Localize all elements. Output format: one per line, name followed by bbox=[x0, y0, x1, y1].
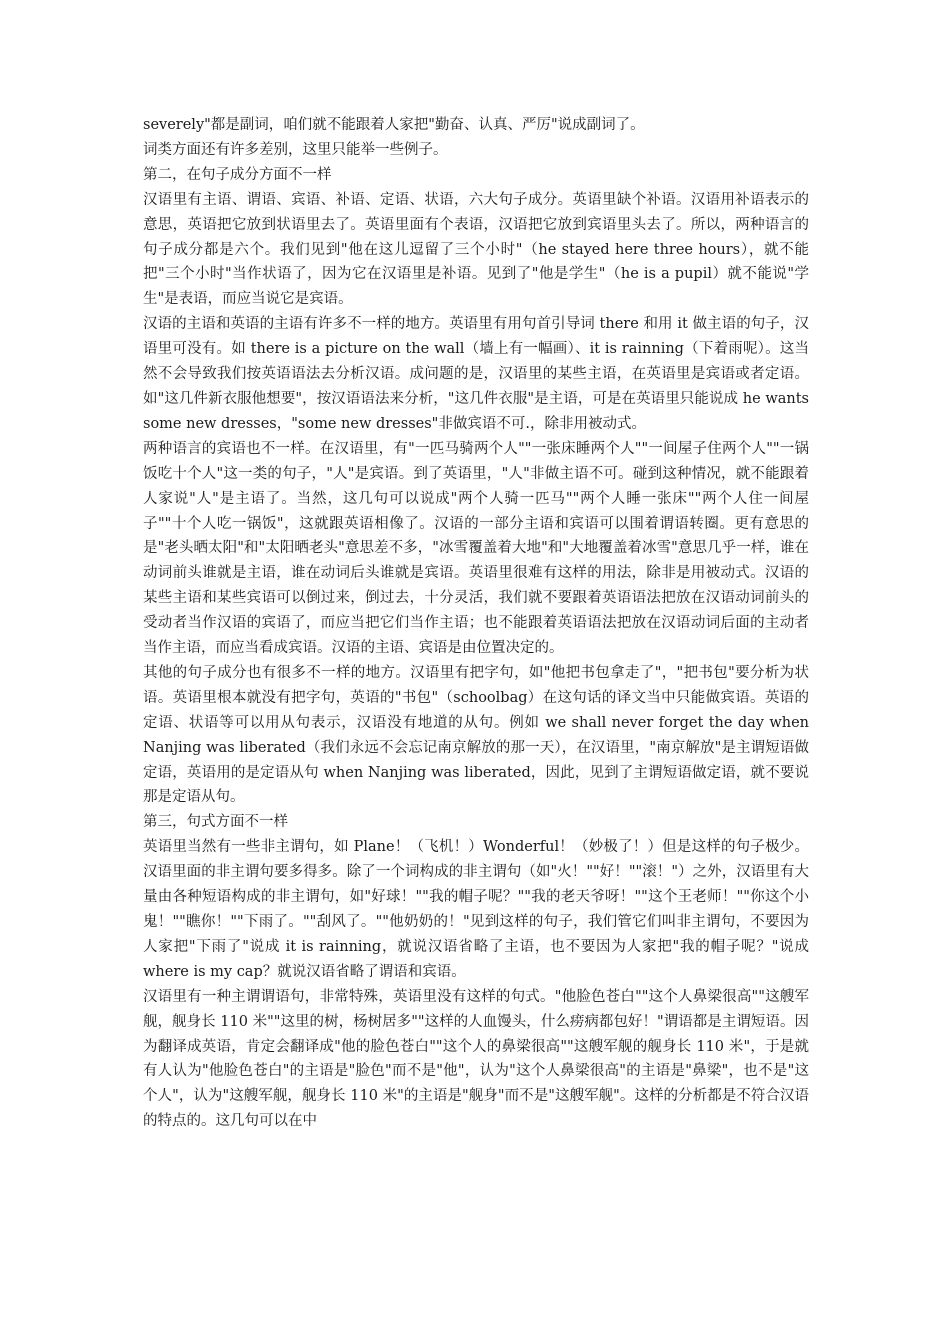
paragraph-non-subject-predicate: 英语里当然有一些非主谓句，如 Plane！（飞机！）Wonderful！（妙极了！）但是这样的句子极少。汉语里面的非主谓句要多得多。除了一个词构成的非主谓句（如"火！""好！""滚！"）之外，汉语里有大量由各种短语构成的非主谓句，如"好球！""我的帽子呢？""我的老天爷呀！""这个王老师！""你这个小鬼！""瞧你！""下雨了。""刮风了。""他奶奶的！"见到这样的句子，我们管它们叫非主谓句，不要因为人家把"下雨了"说成 it is rainning，就说汉语省略了主语，也不要因为人家把"我的帽子呢？"说成 where is my cap？就说汉语省略了谓语和宾语。 bbox=[143, 839, 809, 980]
section-heading-sentence-elements: 第二，在句子成分方面不一样 bbox=[143, 166, 332, 183]
paragraph-six-elements: 汉语里有主语、谓语、宾语、补语、定语、状语，六大句子成分。英语里缺个补语。汉语用补语表示的意思，英语把它放到状语里去了。英语里面有个表语，汉语把它放到宾语里头去了。所以，两种语言的句子成分都是六个。我们见到"他在这儿逗留了三个小时"（he stayed here three hours），就不能把"三个小时"当作状语了，因为它在汉语里是补语。见到了"他是学生"（he is a pupil）就不能说"学生"是表语，而应当说它是宾语。 bbox=[143, 191, 809, 308]
paragraph-other-elements: 其他的句子成分也有很多不一样的地方。汉语里有把字句，如"他把书包拿走了"，"把书包"要分析为状语。英语里根本就没有把字句，英语的"书包"（schoolbag）在这句话的译文当中只能做宾语。英语的定语、状语等可以用从句表示，汉语没有地道的从句。例如 we shall never forget the day when Nanjing was liberated（我们永远不会忘记南京解放的那一天），在汉语里，"南京解放"是主谓短语做定语，英语用的是定语从句 when Nanjing was liberated，因此，见到了主谓短语做定语，就不要说那是定语从句。 bbox=[143, 664, 809, 806]
paragraph-object: 两种语言的宾语也不一样。在汉语里，有"一匹马骑两个人""一张床睡两个人""一间屋子住两个人""一锅饭吃十个人"这一类的句子，"人"是宾语。到了英语里，"人"非做主语不可。碰到这种情况，就不能跟着人家说"人"是主语了。当然，这几句可以说成"两个人骑一匹马""两个人睡一张床""两个人住一间屋子""十个人吃一锅饭"，这就跟英语相像了。汉语的一部分主语和宾语可以围着谓语转圈。更有意思的是"老头晒太阳"和"太阳晒老头"意思差不多，"冰雪覆盖着大地"和"大地覆盖着冰雪"意思几乎一样，谁在动词前头谁就是主语，谁在动词后头谁就是宾语。英语里很难有这样的用法，除非是用被动式。汉语的某些主语和某些宾语可以倒过来，倒过去，十分灵活，我们就不要跟着英语语法把放在汉语动词前头的受动者当作汉语的宾语了，而应当把它们当作主语；也不能跟着英语语法把放在汉语动词后面的主动者当作主语，而应当看成宾语。汉语的主语、宾语是由位置决定的。 bbox=[143, 440, 809, 657]
section-heading-sentence-patterns: 第三，句式方面不一样 bbox=[143, 814, 288, 831]
paragraph-subject: 汉语的主语和英语的主语有许多不一样的地方。英语里有用句首引导词 there 和用 it 做主语的句子，汉语里可没有。如 there is a picture on the wall（墙上有一幅画）、it is rainning（下着雨呢）。这当然不会导致我们按英语语法去分析汉语。成问题的是，汉语里的某些主语，在英语里是宾语或者定语。如"这几件新衣服他想要"，按汉语语法来分析，"这几件衣服"是主语，可是在英语里只能说成 he wants some new dresses，"some new dresses"非做宾语不可.，除非用被动式。 bbox=[143, 316, 809, 432]
paragraph-word-class-note: 词类方面还有许多差别，这里只能举一些例子。 bbox=[143, 141, 448, 158]
document-page bbox=[143, 113, 809, 1134]
paragraph-continuation: severely"都是副词，咱们就不能跟着人家把"勤奋、认真、严厉"说成副词了。 bbox=[143, 117, 645, 133]
paragraph-subject-predicate-predicate: 汉语里有一种主谓谓语句，非常特殊，英语里没有这样的句式。"他脸色苍白""这个人鼻梁很高""这艘军舰，舰身长 110 米""这里的树，杨树居多""这样的人血馒头，什么痨病都包好！"谓语都是主谓短语。因为翻译成英语，肯定会翻译成"他的脸色苍白""这个人的鼻梁很高""这艘军舰的舰身长 110 米"，于是就有人认为"他脸色苍白"的主语是"脸色"而不是"他"，认为"这个人鼻梁很高"的主语是"鼻梁"，也不是"这个人"，认为"这艘军舰，舰身长 110 米"的主语是"舰身"而不是"这艘军舰"。这样的分析都是不符合汉语的特点的。这几句可以在中 bbox=[143, 988, 809, 1130]
